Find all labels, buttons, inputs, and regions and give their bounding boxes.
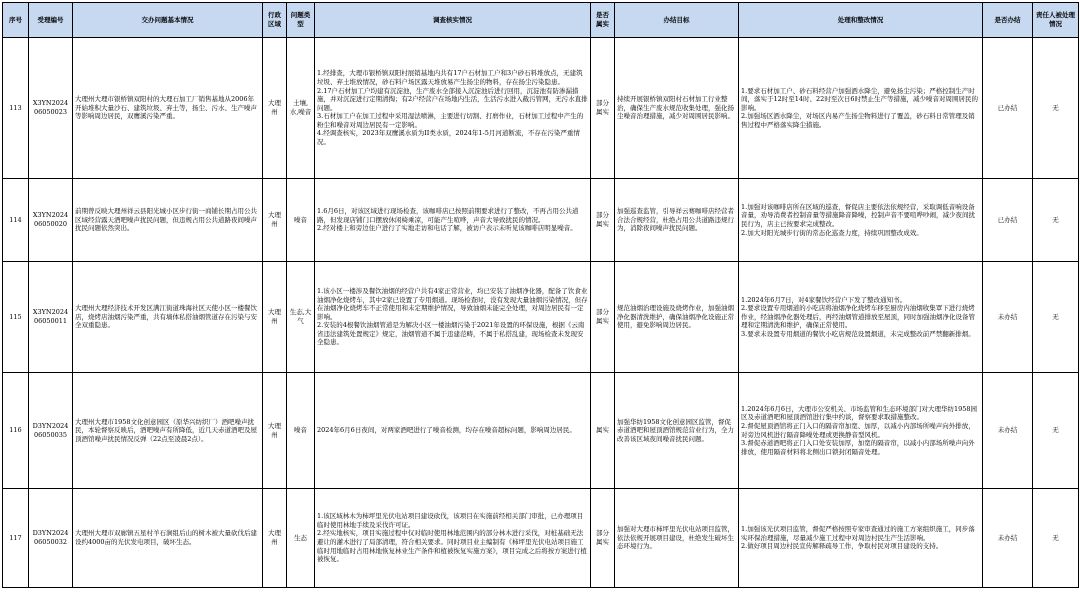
cell-liable: 无 — [1033, 38, 1079, 179]
case-table — [2, 2, 1079, 588]
cell-code: X3YN202406050020 — [29, 179, 73, 262]
cell-seq: 115 — [3, 262, 29, 373]
cell-liable: 无 — [1033, 373, 1079, 489]
cell-basic: 大理州大理市银桥镇双阳村的大理石加工厂销售基地从2006年开始堆积大量沙石、建筑垃圾、弃土等，扬尘、污水、生产噪声等影响周边居民，双鹰溪污染严重。 — [73, 38, 263, 179]
cell-liable: 无 — [1033, 179, 1079, 262]
header-done: 是否办结 — [983, 3, 1033, 38]
cell-goal: 加强华纺1958文化创意园区监管，督促赤道酒吧和屋顶酒馆规范营业行为，全力改善该区域夜间噪音扰民问题。 — [615, 373, 739, 489]
cell-liable: 无 — [1033, 262, 1079, 373]
cell-code: X3YN202406050011 — [29, 262, 73, 373]
cell-seq: 117 — [3, 489, 29, 588]
header-row — [3, 3, 1079, 38]
cell-seq: 113 — [3, 38, 29, 179]
header-code: 受理编号 — [29, 3, 73, 38]
cell-area: 大理州 — [263, 262, 287, 373]
cell-code: D3YN202406050032 — [29, 489, 73, 588]
header-survey: 调查核实情况 — [315, 3, 591, 38]
cell-seq: 114 — [3, 179, 29, 262]
table-row — [3, 262, 1079, 373]
table-row — [3, 38, 1079, 179]
cell-goal: 规范油烟治理设施及烧烤作业，加强油烟净化器清洗维护，确保油烟净化设施正常使用，避免影响周边居民。 — [615, 262, 739, 373]
cell-survey: 1.该小区一楼涉及餐饮油烟的经营户共有4家正常营业，均已安装了油烟净化器，配备了饮食业油烟净化烧烤车，其中2家已设置了专用烟道。现场检查时，没有发现大量油烟污染情况，但存在油烟净化烧烤车不正常使用和未定期维护情况，导致油烟未能完全处理，对周边居民有一定影响。 2.安装的4根餐饮油烟管道是为解决小区一楼油烟污染于2021年设置的环保设施，根据《云南省违法建筑处置规定》规定，油烟管道不属于违建范畴，不属于私搭乱建，现场检查未发现安全隐患。 — [315, 262, 591, 373]
cell-basic: 大理州大理市1958文化创意园区（原华兴纺织厂）酒吧噪声扰民，本轮督察反映后，酒吧噪声有所降低，近几天赤道酒吧及屋顶酒馆噪声扰民情况反弹（22点至凌晨2点）。 — [73, 373, 263, 489]
cell-verified: 部分属实 — [591, 262, 615, 373]
cell-handling: 1.2024年6月6日，大理市公安机关、市场监管和生态环境部门对大理华纺1958园区及赤道酒吧和屋顶酒馆进行集中约谈，督察要求取措施整改。 2.督促屋顶酒馆将正门入口的隔音帘加宽、加厚，以减小内部场所噪声向外排放，对旁边风机进行隔音降噪处理或更换静音型风机。 3.督促赤道酒吧将正门入口处安装加厚，加宽的隔音帘，以减小内部场所噪声向外排放，使用隔音材料将北侧出口锁封闭隔音处理。 — [739, 373, 983, 489]
cell-handling: 1.2024年6月7日，对4家餐饮经营户下发了整改通知书。 2.要求设置专用烟道的小吃店将油烟净化烧烤车移至厨房内油烟收集罩下进行烧烤作业，经油烟净化器处理后，再经油烟管道排放至屋顶，同时加强油烟净化设备管理和定期清洗和维护，确保正常使用。 3.要求未设置专用烟道的餐饮小吃店规范设置烟道，未完成整改前严禁翻新排烟。 — [739, 262, 983, 373]
cell-type: 土壤,水,噪音 — [287, 38, 315, 179]
cell-goal: 加强巡查监管，引导祥云赛咖啡店经营者合法合规经营，杜绝占用公共道路违规行为，消除夜间噪声扰民问题。 — [615, 179, 739, 262]
cell-survey: 2024年6月6日夜间，对两家酒吧进行了噪音检测，均存在噪音超标问题，影响周边居民。 — [315, 373, 591, 489]
cell-code: D3YN202406050035 — [29, 373, 73, 489]
cell-handling: 1.加强对该咖啡店所在区域的巡查，督促店主要依法依规经营，采取调低音响设备音量，劝导消费者控制音量等措施降音降噪，控制声音不要喧哗吵闹，减少夜间扰民行为，店主已按要求完成整改。 2.加大对阳光城步行街的常态化巡查力度，持续巩固整改成效。 — [739, 179, 983, 262]
cell-area: 大理州 — [263, 38, 287, 179]
cell-basic: 大理州大理市双廊镇五星村羊石涧组后山的树木被大量砍伐后建设约4000亩的光伏发电项目，破坏生态。 — [73, 489, 263, 588]
cell-done: 已办结 — [983, 179, 1033, 262]
cell-survey: 1.6月6日，对该区域进行现场检查，该咖啡店已按照前期要求进行了整改，不再占用公共道路，但发现店铺门口摆放休闲椅乘凉，可能产生喧哗，声音大导致扰民的情况。 2.经对楼上和旁边住户进行了实地走访和电话了解，被访户表示未听见该咖啡店明显噪音。 — [315, 179, 591, 262]
cell-verified: 部分属实 — [591, 489, 615, 588]
cell-goal: 加强对大理市柿坪里光伏电站项目监管，依法依规开展项目建设，杜绝发生破坏生态环境行为。 — [615, 489, 739, 588]
cell-goal: 持续开展银桥镇双阳村石材加工行业整治，确保生产废水规范收集处理，强化扬尘噪音治理措施，减少对周围居民影响。 — [615, 38, 739, 179]
cell-area: 大理州 — [263, 373, 287, 489]
cell-done: 已办结 — [983, 38, 1033, 179]
cell-done: 未办结 — [983, 489, 1033, 588]
cell-handling: 1.加强该光伏项目监管，督促严格按照专家审查通过的施工方案组织施工，同步落实环保治理措施，尽量减少施工过程中对周边村民生产生活影响。 2.做好项目周边村民宣传解释疏导工作，争取村民对项目建设的支持。 — [739, 489, 983, 588]
cell-seq: 116 — [3, 373, 29, 489]
cell-handling: 1.要求石材加工户、砂石料经营户加强洒水降尘，避免扬尘污染；严格控制生产时间，落实于12时至14时、22时至次日6时禁止生产等措施，减少噪音对周围居民的影响。 2.加强场区洒水降尘，对场区内易产生扬尘物料进行了覆盖，砂石料日常管理及销售过程中严格落实降尘措施。 — [739, 38, 983, 179]
cell-type: 噪音 — [287, 373, 315, 489]
table-row — [3, 489, 1079, 588]
header-area: 行政区域 — [263, 3, 287, 38]
cell-verified: 部分属实 — [591, 179, 615, 262]
cell-type: 生态 — [287, 489, 315, 588]
cell-survey: 1.经排查，大理市银桥镇双阳村展销基地内共有17户石材加工户和3户砂石料堆放点，无建筑垃圾、弃土堆放情况，砂石料户场区露天堆放易产生扬尘的物料，存在扬尘污染隐患。 2.17户石材加工户均建有沉淀池，生产废水全部接入沉淀池后进行回用，沉淀池有防渗漏措施，并对沉淀进行定期清掏；有2户经营户在场地内生活，生活污水进入截污管网，无污水直排问题。 3.石材加工户在加工过程中采用湿法喷淋，主要进行切割、打磨作业，石材加工过程中产生的粉尘和噪音对周边居民有一定影响。 4.经调查核实，2023年双鹰溪水质为II类水质，2024年1-5月河道断流，不存在污染严重情况。 — [315, 38, 591, 179]
header-type: 问题类型 — [287, 3, 315, 38]
cell-code: X3YN202406050023 — [29, 38, 73, 179]
header-verified: 是否属实 — [591, 3, 615, 38]
cell-area: 大理州 — [263, 179, 287, 262]
cell-done: 未办结 — [983, 262, 1033, 373]
cell-verified: 属实 — [591, 373, 615, 489]
header-goal: 办结目标 — [615, 3, 739, 38]
cell-survey: 1.该区域林木为柿坪里光伏电站项目建设砍伐，该项目在实施前经相关部门审批，已办理项目临时使用林地手续及采伐许可证。 2.经实地核实，项目实施过程中仅对临时使用林地范围内的部分林木进行采伐，对桩基础无法避让的灌木进行了局部清理，符合相关要求。同时项目业主编制有《柿坪里光伏电站项目施工临时用地临时占用林地恢复林业生产条件和植被恢复实施方案》，项目完成之后将按方案进行植被恢复。 — [315, 489, 591, 588]
header-liable: 责任人被处理情况 — [1033, 3, 1079, 38]
cell-basic: 大理州大理经济技术开发区满江街道珠海社区天使小区一楼餐饮店，烧烤店油烟污染严重，共有墙体私搭油烟管道存在污染与安全双重隐患。 — [73, 262, 263, 373]
header-handling: 处理和整改情况 — [739, 3, 983, 38]
cell-basic: 前期曾反映大理州祥云县阳光城小区步行街一商铺长期占用公共区域经营露天酒吧噪声扰民问题，但违规占用公共道路夜间噪声扰民问题依然突出。 — [73, 179, 263, 262]
cell-liable: 无 — [1033, 489, 1079, 588]
cell-type: 生态,大气 — [287, 262, 315, 373]
cell-done: 未办结 — [983, 373, 1033, 489]
cell-type: 噪音 — [287, 179, 315, 262]
cell-verified: 部分属实 — [591, 38, 615, 179]
cell-area: 大理州 — [263, 489, 287, 588]
header-basic: 交办问题基本情况 — [73, 3, 263, 38]
table-row — [3, 373, 1079, 489]
table-row — [3, 179, 1079, 262]
header-seq: 序号 — [3, 3, 29, 38]
